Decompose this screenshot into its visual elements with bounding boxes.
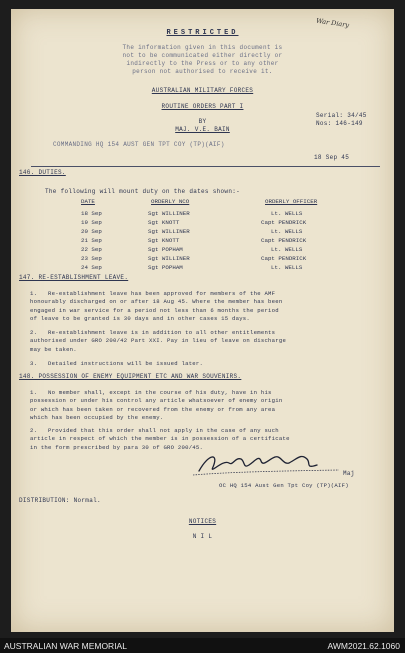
duty-officer: Lt. WELLS [271,246,303,253]
duty-date: 19 Sep [81,219,102,226]
duty-date: 18 Sep [81,210,102,217]
duty-nco: Sgt WILLINER [148,255,190,262]
enemy-paragraph-1: 1. No member shall, except in the course of his duty, have in his possession or under his control any article whatsoever of enemy origin or which has been taken or recovered from the enemy or from any area which has been occupied by the enemy. [30,389,283,421]
enemy-equipment-heading: 148. POSSESSION OF ENEMY EQUIPMENT ETC AND WAR SOUVENIRS. [19,373,242,380]
restricted-heading: RESTRICTED [166,29,239,37]
unit-line: COMMANDING HQ 154 AUST GEN TPT COY (TP)(AIF) [53,141,225,148]
duty-officer: Lt. WELLS [271,210,303,217]
footer-institution: AUSTRALIAN WAR MEMORIAL [4,641,127,651]
notice-line-4: person not authorised to receive it. [132,68,273,75]
column-officer: ORDERLY OFFICER [265,198,318,205]
leave-paragraph-1: 1. Re-establishment leave has been approved for members of the AMF honourably discharged on or after 18 Aug 45. Where the member has been engaged in war service for a period not less than 6 months the period of leave to be granted is 30 days and in other cases 15 days. [30,290,283,322]
duty-table-header [11,198,394,206]
table-row [11,264,394,272]
table-row [11,219,394,227]
leave-heading: 147. RE-ESTABLISHMENT LEAVE. [19,274,129,281]
header-divider [31,166,380,167]
table-row [11,255,394,263]
duty-officer: Capt PENDRICK [261,255,307,262]
signature-block: OC HQ 154 Aust Gen Tpt Coy (TP)(AIF) [219,482,349,489]
footer-bar [0,638,405,653]
table-row [11,228,394,236]
notice-line-3: indirectly to the Press or to any other [126,60,279,67]
column-date: DATE [81,198,95,205]
officer-name: MAJ. V.E. BAIN [175,126,230,133]
duty-date: 22 Sep [81,246,102,253]
orders-title: ROUTINE ORDERS PART I [161,103,244,110]
duty-nco: Sgt POPHAM [148,246,183,253]
notice-line-2: not to be communicated either directly or [122,52,283,59]
duty-nco: Sgt KNOTT [148,219,180,226]
force-title: AUSTRALIAN MILITARY FORCES [151,87,254,94]
handwritten-signature [189,449,341,479]
document-page [11,9,394,632]
order-numbers: Nos: 146-149 [316,120,363,127]
duty-nco: Sgt KNOTT [148,237,180,244]
footer-catalogue-id: AWM2021.62.1060 [327,641,400,651]
duty-date: 21 Sep [81,237,102,244]
handwritten-annotation: War Diary [315,16,350,30]
notices-heading: NOTICES [188,518,217,525]
leave-paragraph-3: 3. Detailed instructions will be issued later. [30,360,204,367]
duty-date: 20 Sep [81,228,102,235]
duty-date: 23 Sep [81,255,102,262]
document-date: 18 Sep 45 [314,154,350,161]
duty-date: 24 Sep [81,264,102,271]
duty-nco: Sgt WILLINER [148,228,190,235]
by-label: BY [198,118,207,125]
duties-heading: 146. DUTIES. [19,169,66,176]
table-row [11,210,394,218]
duties-intro: The following will mount duty on the dates shown:- [45,188,241,195]
serial-number: Serial: 34/45 [316,112,367,119]
duty-officer: Lt. WELLS [271,264,303,271]
notices-body: N I L [192,533,213,540]
duty-officer: Lt. WELLS [271,228,303,235]
leave-paragraph-2: 2. Re-establishment leave is in addition to all other entitlements authorised under GRO 200/42 Part XXI. Pay in lieu of leave on discharge may be taken. [30,329,287,353]
duty-officer: Capt PENDRICK [261,237,307,244]
column-nco: ORDERLY NCO [151,198,190,205]
notice-line-1: The information given in this document is [122,44,283,51]
duty-nco: Sgt WILLINER [148,210,190,217]
duty-officer: Capt PENDRICK [261,219,307,226]
table-row [11,246,394,254]
duty-nco: Sgt POPHAM [148,264,183,271]
signature-rank: Maj [343,470,355,477]
table-row [11,237,394,245]
enemy-paragraph-2: 2. Provided that this order shall not apply in the case of any such article in respect of which the member is in possession of a certificate in the form prescribed by para 30 of GRO 200/45. [30,427,290,451]
distribution-line: DISTRIBUTION: Normal. [19,497,101,504]
